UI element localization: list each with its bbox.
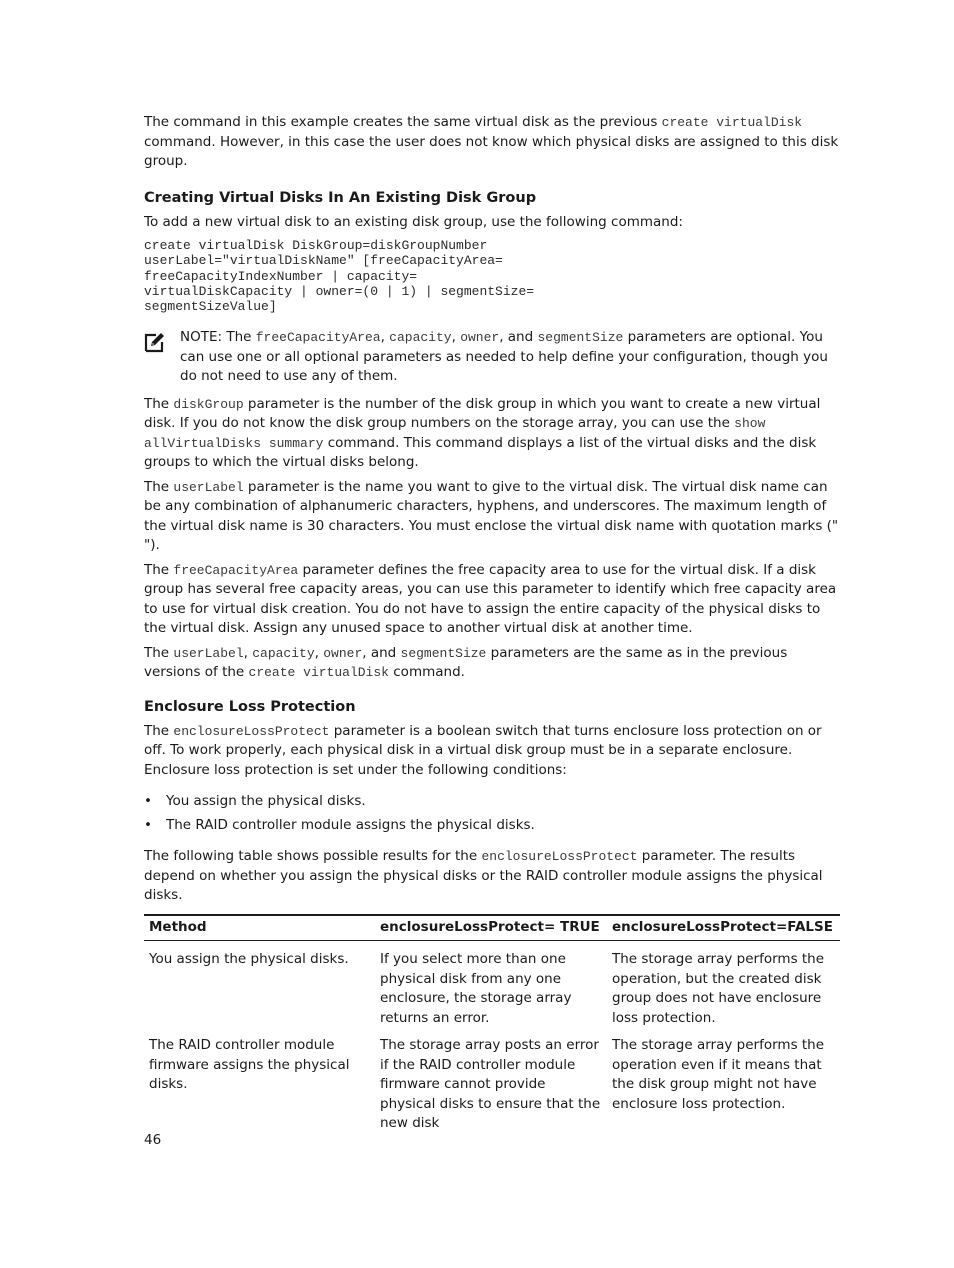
list-item: • The RAID controller module assigns the physical disks.	[144, 816, 840, 836]
section-lead: To add a new virtual disk to an existing disk group, use the following command:	[144, 213, 683, 230]
column-header-true: enclosureLossProtect= TRUE	[375, 915, 607, 941]
pencil-note-icon	[144, 331, 166, 353]
paragraph-diskgroup: The diskGroup parameter is the number of the disk group in which you want to create a new virtual disk. If you do not know the disk group numbers on the storage array, you can use the show allVirtualDisks summary command. This command displays a list of the virtual disks and the disk groups to which the virtual disks belong.	[144, 395, 821, 471]
note-box	[144, 328, 840, 387]
table-cell: If you select more than one physical disk from any one enclosure, the storage array returns an error.	[380, 951, 572, 1026]
table-row	[144, 1028, 840, 1134]
document-page	[144, 113, 840, 1134]
list-item: • You assign the physical disks.	[144, 792, 840, 812]
table-cell: The storage array performs the operation, but the created disk group does not have enclosure loss protection.	[612, 951, 825, 1026]
conditions-list	[144, 792, 840, 835]
column-header-method: Method	[144, 915, 375, 941]
table-cell: The storage array performs the operation even if it means that the disk group might not have enclosure loss protection.	[612, 1037, 825, 1112]
section-heading-existing-disk-group: Creating Virtual Disks In An Existing Disk Group	[144, 189, 537, 206]
page-number: 46	[144, 1132, 162, 1148]
paragraph-enclosure-intro: The enclosureLossProtect parameter is a boolean switch that turns enclosure loss protection on or off. To work properly, each physical disk in a virtual disk group must be in a separate enclosure. Enclosure loss protection is set under the following conditions:	[144, 722, 822, 778]
table-cell: The RAID controller module firmware assigns the physical disks.	[149, 1037, 350, 1093]
table-row	[144, 941, 840, 1029]
paragraph-userlabel: The userLabel parameter is the name you want to give to the virtual disk. The virtual disk name can be any combination of alphanumeric characters, hyphens, and underscores. The maximum length of the virtual disk name is 30 characters. You must enclose the virtual disk name with quotation marks (" ").	[144, 478, 839, 554]
command-block: create virtualDisk DiskGroup=diskGroupNumber userLabel="virtualDiskName" [freeCapacityArea= freeCapacityIndexNumber | capacity= virtualDiskCapacity | owner=(0 | 1) | segmentSize= segmentSizeValue]	[144, 238, 535, 315]
intro-paragraph: The command in this example creates the same virtual disk as the previous create virtualDisk command. However, in this case the user does not know which physical disks are assigned to this disk group.	[144, 114, 839, 169]
column-header-false: enclosureLossProtect=FALSE	[607, 915, 840, 941]
paragraph-same-parameters: The userLabel, capacity, owner, and segmentSize parameters are the same as in the previous versions of the create virtualDisk command.	[144, 644, 788, 681]
note-text: NOTE: The freeCapacityArea, capacity, owner, and segmentSize parameters are optional. You can use one or all optional parameters as needed to help define your configuration, though you do not need to use any of them.	[180, 329, 828, 385]
inline-code: create virtualDisk	[661, 115, 803, 130]
section-heading-enclosure-loss: Enclosure Loss Protection	[144, 698, 356, 715]
table-cell: You assign the physical disks.	[149, 951, 349, 968]
paragraph-table-intro: The following table shows possible results for the enclosureLossProtect parameter. The results depend on whether you assign the physical disks or the RAID controller module assigns the physical disks.	[144, 848, 823, 904]
table-cell: The storage array posts an error if the RAID controller module firmware cannot provide physical disks to ensure that the new disk	[380, 1037, 601, 1132]
paragraph-freecapacityarea: The freeCapacityArea parameter defines the free capacity area to use for the virtual disk. If a disk group has several free capacity areas, you can use this parameter to identify which free capacity area to use for virtual disk creation. You do not have to assign the entire capacity of the physical disks to the virtual disk. Assign any unused space to another virtual disk at another time.	[144, 561, 837, 637]
bullet-icon: •	[144, 816, 152, 833]
bullet-icon: •	[144, 793, 152, 810]
table-header-row	[144, 915, 840, 941]
results-table	[144, 914, 840, 1134]
section-enclosure-loss-protection	[144, 697, 840, 1134]
